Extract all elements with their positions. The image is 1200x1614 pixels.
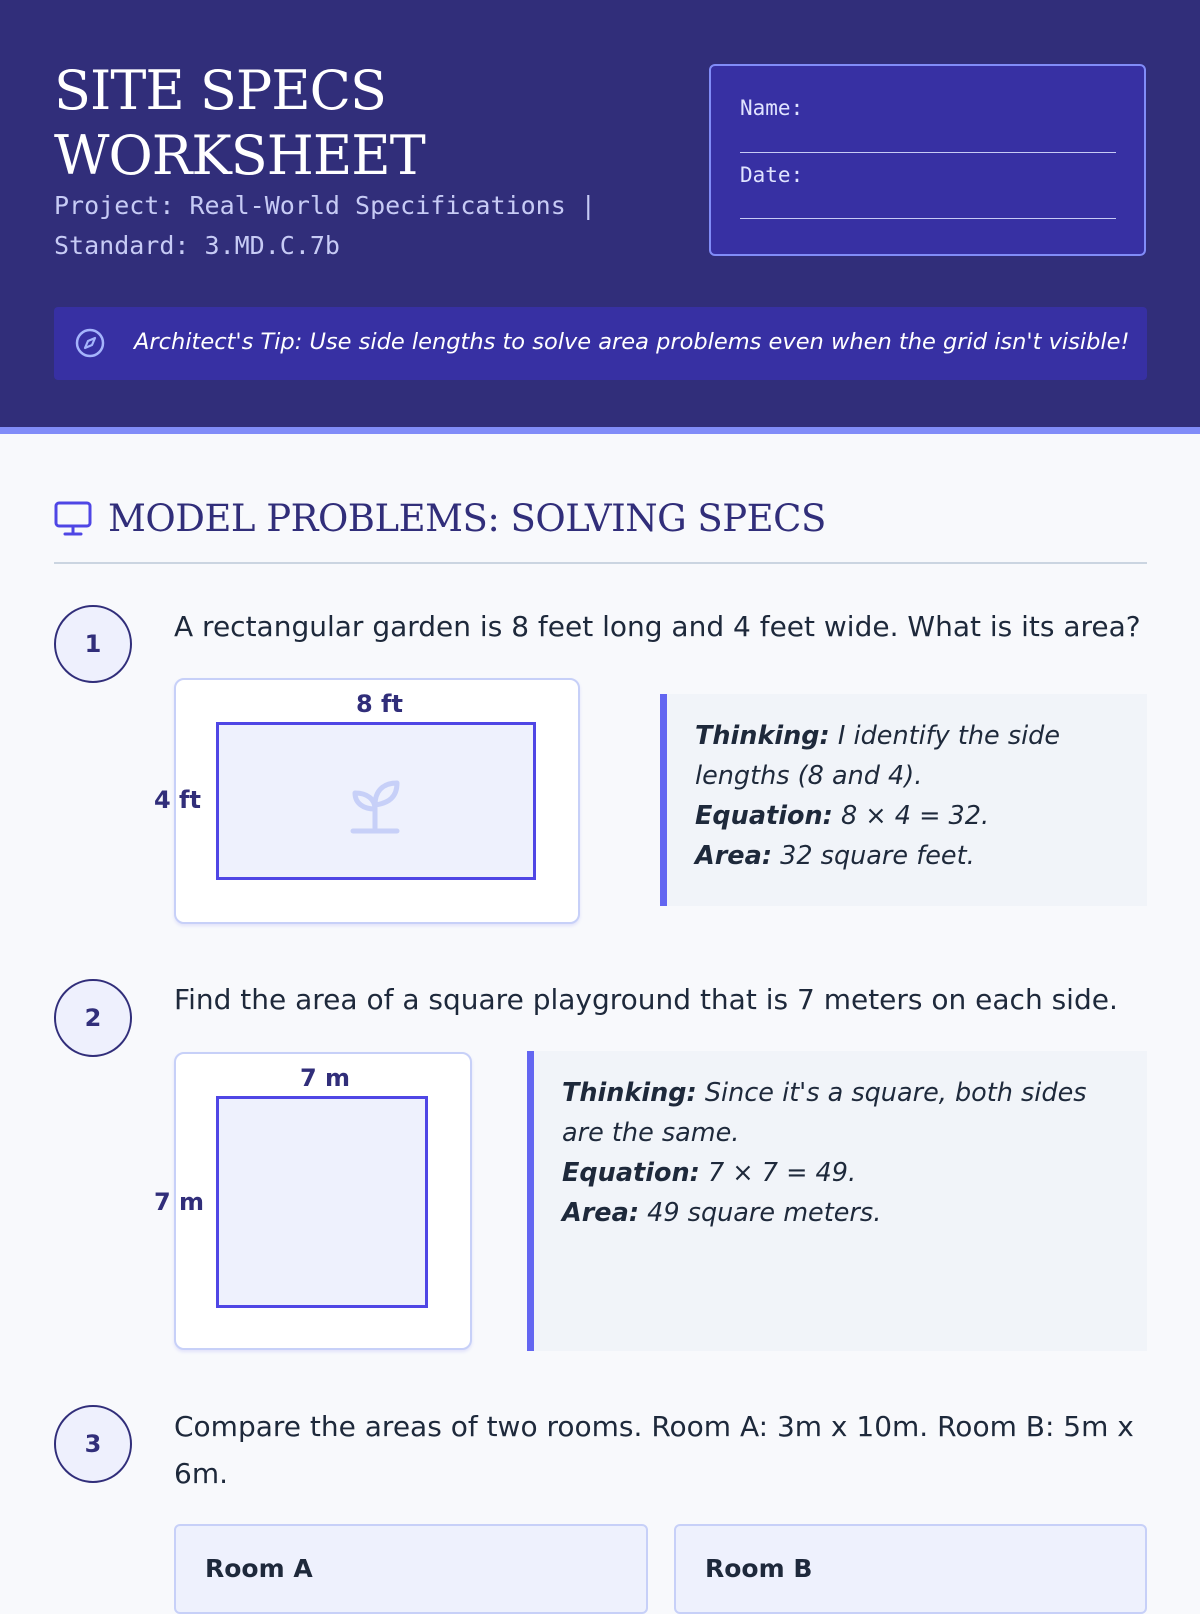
sprout-icon xyxy=(345,769,405,839)
compass-icon xyxy=(74,327,106,359)
section-header xyxy=(54,496,1147,564)
date-field[interactable] xyxy=(740,218,1116,219)
problem-number: 1 xyxy=(54,605,132,683)
side-dimension-label: 4 ft xyxy=(154,786,201,814)
monitor-icon xyxy=(54,501,92,537)
title-line-1: SITE SPECS xyxy=(54,59,386,122)
equation-label: Equation: xyxy=(695,801,833,831)
room-a-card xyxy=(174,1524,648,1614)
room-b-title: Room B xyxy=(705,1554,813,1583)
equation-text: 8 × 4 = 32. xyxy=(832,801,990,831)
architect-tip xyxy=(54,307,1147,380)
date-label: Date: xyxy=(740,163,804,187)
name-date-box xyxy=(709,64,1146,256)
side-dimension-label: 7 m xyxy=(154,1188,205,1216)
garden-figure xyxy=(154,678,580,924)
thinking-text: I identify the side lengths (8 and 4). xyxy=(695,721,1061,791)
area-label: Area: xyxy=(562,1198,640,1228)
problem-question: A rectangular garden is 8 feet long and 4 feet wide. What is its area? xyxy=(174,610,1141,643)
name-field[interactable] xyxy=(740,152,1116,153)
problem-question: Find the area of a square playground that is 7 meters on each side. xyxy=(174,983,1118,1016)
room-a-title: Room A xyxy=(205,1554,313,1583)
thinking-label: Thinking: xyxy=(695,721,830,751)
section-title: MODEL PROBLEMS: SOLVING SPECS xyxy=(108,497,826,540)
problem-question: Compare the areas of two rooms. Room A: 3m x 10m. Room B: 5m x 6m. xyxy=(174,1410,1134,1490)
title-line-2: WORKSHEET xyxy=(54,124,425,187)
project-line: Project: Real-World Specifications | xyxy=(54,191,596,220)
area-label: Area: xyxy=(695,841,773,871)
room-b-card xyxy=(674,1524,1147,1614)
area-text: 32 square feet. xyxy=(772,841,975,871)
equation-text: 7 × 7 = 49. xyxy=(699,1158,857,1188)
top-dimension-label: 7 m xyxy=(300,1064,351,1092)
worksheet-header xyxy=(0,0,1200,434)
problem-number: 2 xyxy=(54,979,132,1057)
garden-rectangle xyxy=(216,722,536,880)
solution-explanation xyxy=(527,1051,1147,1351)
standard-line: Standard: 3.MD.C.7b xyxy=(54,231,340,260)
top-dimension-label: 8 ft xyxy=(356,690,403,718)
name-label: Name: xyxy=(740,96,804,120)
worksheet-title xyxy=(54,58,654,188)
playground-figure xyxy=(154,1052,472,1350)
tip-text: Architect's Tip: Use side lengths to solve area problems even when the grid isn't visible! xyxy=(134,329,1130,355)
equation-label: Equation: xyxy=(562,1158,700,1188)
problem-number: 3 xyxy=(54,1405,132,1483)
playground-square xyxy=(216,1096,428,1308)
project-info xyxy=(54,186,674,266)
thinking-label: Thinking: xyxy=(562,1078,697,1108)
area-text: 49 square meters. xyxy=(639,1198,882,1228)
thinking-text: Since it's a square, both sides are the same. xyxy=(562,1078,1087,1148)
solution-explanation xyxy=(660,694,1147,906)
